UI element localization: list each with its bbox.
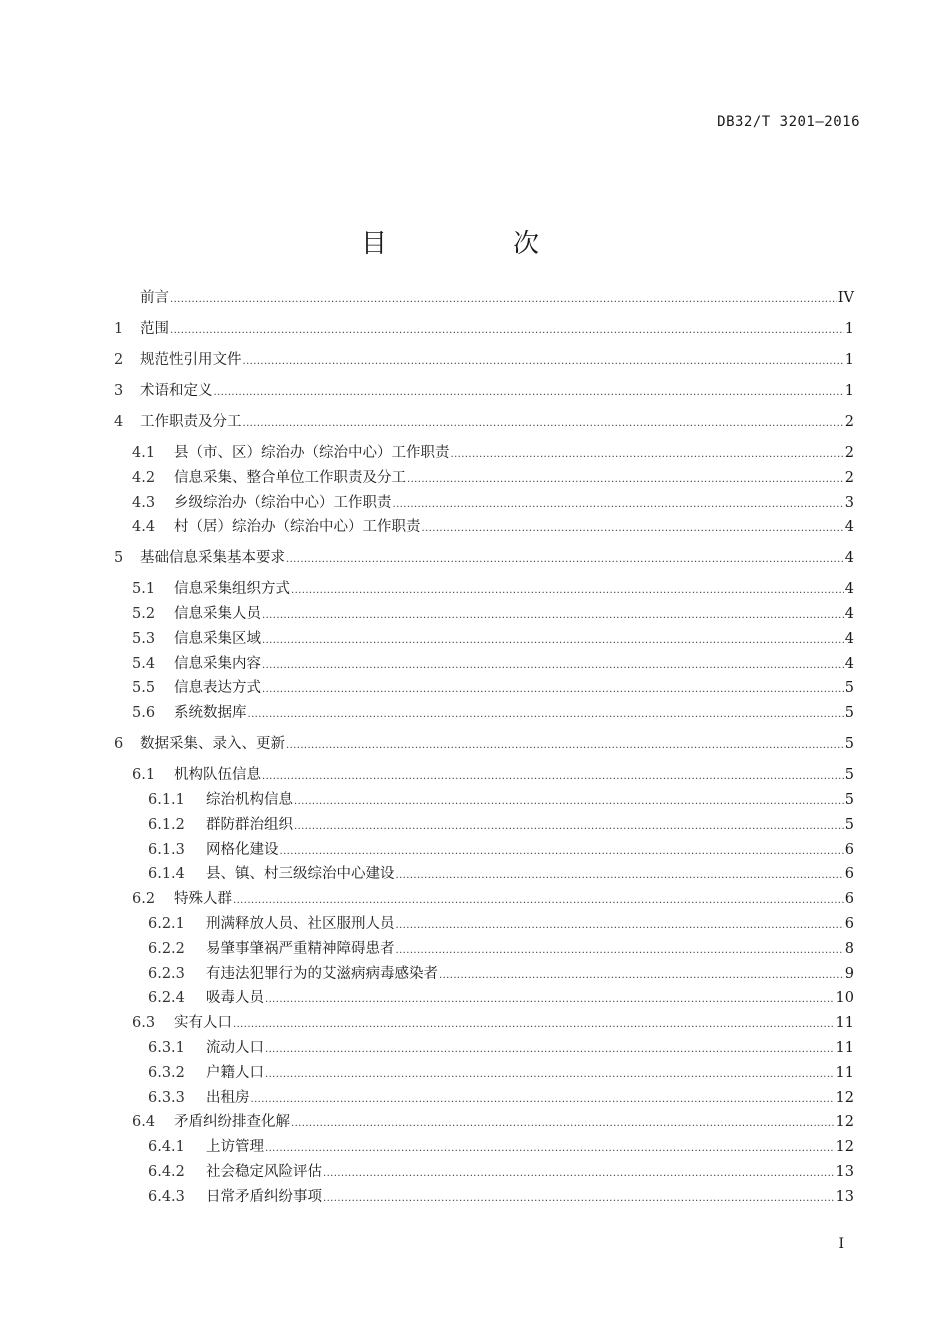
toc-entry-page: 11: [835, 1040, 854, 1056]
toc-entry-page: 4: [844, 630, 854, 647]
toc-entry-number: 6.2.3: [148, 965, 185, 982]
toc-entry-number: 4: [114, 413, 124, 430]
toc-entry[interactable]: [114, 410, 854, 435]
toc-leader-dots: [396, 914, 844, 939]
toc-entry-number: 5: [114, 550, 124, 567]
toc-entry-number: 6.4.3: [148, 1188, 185, 1205]
toc-leader-dots: [286, 548, 844, 573]
toc-leader-dots: [451, 443, 844, 468]
toc-entry-label: 上访管理: [206, 1139, 264, 1156]
toc-entry-page: 2: [844, 444, 854, 461]
toc-entry-label: 村（居）综治办（综治中心）工作职责: [174, 519, 421, 536]
toc-entry-number: 5.2: [132, 606, 156, 623]
toc-entry-label: 信息表达方式: [174, 680, 261, 697]
toc-entry-page: 10: [835, 990, 854, 1007]
toc-entry-label: 术语和定义: [140, 382, 213, 399]
toc-entry[interactable]: [114, 627, 854, 652]
toc-entry[interactable]: [114, 317, 854, 342]
toc-entry-label: 吸毒人员: [206, 990, 264, 1007]
toc-entry-number: 1: [114, 320, 124, 337]
toc-entry-number: 4.1: [132, 444, 156, 461]
toc-entry[interactable]: [114, 1011, 854, 1036]
toc-entry-label: 社会稳定风险评估: [206, 1163, 322, 1180]
toc-entry-label: 信息采集内容: [174, 655, 261, 672]
toc-leader-dots: [262, 629, 844, 654]
toc-entry-label: 流动人口: [206, 1040, 264, 1056]
toc-entry-page: 13: [835, 1188, 854, 1205]
toc-entry[interactable]: [114, 546, 854, 571]
toc-entry-number: 6.3.3: [148, 1089, 185, 1106]
toc-entry[interactable]: [114, 1061, 854, 1086]
toc-entry-page: 4: [844, 606, 854, 623]
toc-entry-page: 9: [844, 965, 854, 982]
toc-leader-dots: [396, 939, 844, 964]
toc-leader-dots: [323, 1187, 835, 1212]
toc-entry-page: 13: [835, 1163, 854, 1180]
toc-leader-dots: [243, 412, 844, 437]
toc-leader-dots: [396, 864, 844, 889]
toc-entry[interactable]: [114, 466, 854, 491]
toc-leader-dots: [439, 964, 844, 989]
toc-entry-label: 县（市、区）综治办（综治中心）工作职责: [174, 444, 450, 461]
toc-entry-page: 5: [844, 705, 854, 722]
toc-entry[interactable]: [114, 1036, 854, 1061]
toc-entry-label: 群防群治组织: [206, 816, 293, 833]
toc-entry-number: 6.4.1: [148, 1139, 185, 1156]
toc-entry-label: 信息采集人员: [174, 606, 261, 623]
toc-entry[interactable]: [114, 1110, 854, 1135]
toc-entry[interactable]: [114, 937, 854, 962]
toc-entry-label: 信息采集组织方式: [174, 581, 290, 598]
toc-leader-dots: [265, 1038, 835, 1063]
toc-entry-page: 4: [844, 581, 854, 598]
toc-entry-number: 6.2.2: [148, 940, 185, 957]
toc-leader-dots: [233, 1013, 835, 1038]
toc-entry-number: 4.2: [132, 469, 156, 486]
toc-entry-number: 6.2.1: [148, 916, 185, 933]
toc-entry-number: 4.4: [132, 519, 156, 536]
toc-entry-number: 5.5: [132, 680, 156, 697]
toc-leader-dots: [262, 765, 844, 790]
toc-leader-dots: [214, 381, 844, 406]
toc-entry-page: 11: [835, 1015, 854, 1032]
toc-entry-label: 乡级综治办（综治中心）工作职责: [174, 494, 392, 511]
toc-entry[interactable]: [114, 602, 854, 627]
toc-entry-number: 6.3.1: [148, 1040, 185, 1056]
toc-leader-dots: [243, 350, 844, 375]
toc-entry-number: 6.4.2: [148, 1163, 185, 1180]
toc-entry-label: 有违法犯罪行为的艾滋病病毒感染者: [206, 965, 438, 982]
toc-entry-label: 出租房: [206, 1089, 250, 1106]
table-of-contents: [114, 286, 854, 1210]
toc-entry-label: 范围: [140, 320, 169, 337]
toc-entry-label: 基础信息采集基本要求: [140, 550, 285, 567]
toc-entry[interactable]: [114, 838, 854, 863]
toc-entry-number: 6.1: [132, 767, 156, 784]
toc-leader-dots: [280, 840, 844, 865]
toc-leader-dots: [262, 604, 844, 629]
document-code: DB32/T 3201—2016: [717, 114, 860, 130]
toc-leader-dots: [294, 790, 844, 815]
toc-entry-label: 县、镇、村三级综治中心建设: [206, 866, 395, 883]
toc-leader-dots: [265, 1063, 835, 1088]
toc-entry[interactable]: [114, 763, 854, 788]
toc-leader-dots: [262, 678, 844, 703]
toc-entry-page: 1: [844, 320, 854, 337]
toc-entry-page: 1: [844, 351, 854, 368]
toc-entry-page: 5: [844, 736, 854, 753]
toc-entry-page: 4: [844, 519, 854, 536]
toc-entry-label: 实有人口: [174, 1015, 232, 1032]
toc-entry-number: 6.3.2: [148, 1064, 185, 1081]
toc-entry-page: 2: [844, 413, 854, 430]
toc-entry-number: 5.6: [132, 705, 156, 722]
toc-entry[interactable]: [114, 676, 854, 701]
toc-entry[interactable]: [114, 986, 854, 1011]
toc-entry[interactable]: [114, 813, 854, 838]
toc-entry[interactable]: [114, 1135, 854, 1160]
toc-leader-dots: [291, 579, 844, 604]
toc-entry[interactable]: [114, 379, 854, 404]
toc-entry[interactable]: [114, 652, 854, 677]
toc-entry[interactable]: [114, 1086, 854, 1111]
toc-entry-page: 6: [844, 841, 854, 858]
toc-leader-dots: [251, 1088, 835, 1113]
toc-entry-page: IV: [837, 290, 854, 306]
toc-leader-dots: [407, 468, 844, 493]
toc-leader-dots: [170, 319, 844, 344]
toc-entry-label: 信息采集区域: [174, 630, 261, 647]
toc-entry-page: 1: [844, 382, 854, 399]
toc-entry-number: 6.4: [132, 1114, 156, 1131]
toc-entry[interactable]: [114, 1160, 854, 1185]
toc-entry[interactable]: [114, 788, 854, 813]
toc-entry[interactable]: [114, 887, 854, 912]
toc-leader-dots: [248, 703, 844, 728]
toc-leader-dots: [262, 654, 844, 679]
toc-entry-page: 11: [835, 1064, 854, 1081]
toc-entry[interactable]: [114, 441, 854, 466]
toc-entry-number: 5.4: [132, 655, 156, 672]
toc-entry-label: 系统数据库: [174, 705, 247, 722]
toc-entry-label: 户籍人口: [206, 1064, 264, 1081]
toc-entry-page: 5: [844, 816, 854, 833]
toc-entry[interactable]: [114, 348, 854, 373]
toc-entry-number: 6: [114, 736, 124, 753]
toc-entry-number: 5.3: [132, 630, 156, 647]
toc-entry-label: 综治机构信息: [206, 792, 293, 809]
toc-leader-dots: [422, 517, 844, 542]
toc-entry-label: 信息采集、整合单位工作职责及分工: [174, 469, 406, 486]
toc-leader-dots: [170, 288, 837, 313]
toc-entry-page: 12: [835, 1139, 854, 1156]
toc-entry-page: 4: [844, 655, 854, 672]
toc-entry-number: 3: [114, 382, 124, 399]
toc-leader-dots: [265, 1137, 835, 1162]
toc-entry[interactable]: [114, 577, 854, 602]
toc-entry[interactable]: [114, 286, 854, 311]
toc-entry[interactable]: [114, 862, 854, 887]
toc-entry-number: 6.1.4: [148, 866, 185, 883]
toc-entry-label: 工作职责及分工: [140, 413, 242, 430]
toc-entry-label: 规范性引用文件: [140, 351, 242, 368]
toc-entry-page: 2: [844, 469, 854, 486]
toc-entry[interactable]: [114, 515, 854, 540]
toc-entry-number: 6.1.2: [148, 816, 185, 833]
toc-entry-page: 12: [835, 1114, 854, 1131]
toc-leader-dots: [294, 815, 844, 840]
toc-entry-page: 4: [844, 550, 854, 567]
toc-entry-page: 5: [844, 792, 854, 809]
toc-entry-number: 5.1: [132, 581, 156, 598]
toc-entry-number: 2: [114, 351, 124, 368]
toc-leader-dots: [286, 734, 844, 759]
toc-leader-dots: [393, 493, 844, 518]
toc-entry[interactable]: [114, 962, 854, 987]
toc-entry-label: 网格化建设: [206, 841, 279, 858]
toc-entry[interactable]: [114, 732, 854, 757]
toc-entry-label: 数据采集、录入、更新: [140, 736, 285, 753]
toc-entry-page: 12: [835, 1089, 854, 1106]
toc-entry-number: 6.1.3: [148, 841, 185, 858]
footer-page-number: I: [838, 1236, 844, 1252]
toc-entry-label: 刑满释放人员、社区服刑人员: [206, 916, 395, 933]
toc-leader-dots: [233, 889, 844, 914]
toc-entry-number: 6.2.4: [148, 990, 185, 1007]
toc-entry-label: 日常矛盾纠纷事项: [206, 1188, 322, 1205]
toc-entry-page: 3: [844, 494, 854, 511]
toc-entry-label: 特殊人群: [174, 891, 232, 908]
toc-entry-label: 矛盾纠纷排查化解: [174, 1114, 290, 1131]
toc-entry-label: 易肇事肇祸严重精神障碍患者: [206, 940, 395, 957]
toc-entry-page: 8: [844, 940, 854, 957]
toc-leader-dots: [291, 1112, 835, 1137]
toc-entry[interactable]: [114, 491, 854, 516]
toc-entry-label: 前言: [140, 290, 169, 306]
toc-entry[interactable]: [114, 701, 854, 726]
toc-leader-dots: [323, 1162, 835, 1187]
toc-entry-page: 6: [844, 916, 854, 933]
toc-entry-page: 5: [844, 680, 854, 697]
toc-entry-number: 6.1.1: [148, 792, 185, 809]
toc-entry-number: 6.2: [132, 891, 156, 908]
toc-entry-page: 6: [844, 866, 854, 883]
toc-entry-number: 4.3: [132, 494, 156, 511]
toc-entry-page: 6: [844, 891, 854, 908]
toc-entry[interactable]: [114, 1185, 854, 1210]
toc-entry-page: 5: [844, 767, 854, 784]
toc-entry-label: 机构队伍信息: [174, 767, 261, 784]
page-title: 目 次: [360, 229, 589, 260]
toc-entry[interactable]: [114, 912, 854, 937]
toc-leader-dots: [265, 988, 835, 1013]
toc-entry-number: 6.3: [132, 1015, 156, 1032]
